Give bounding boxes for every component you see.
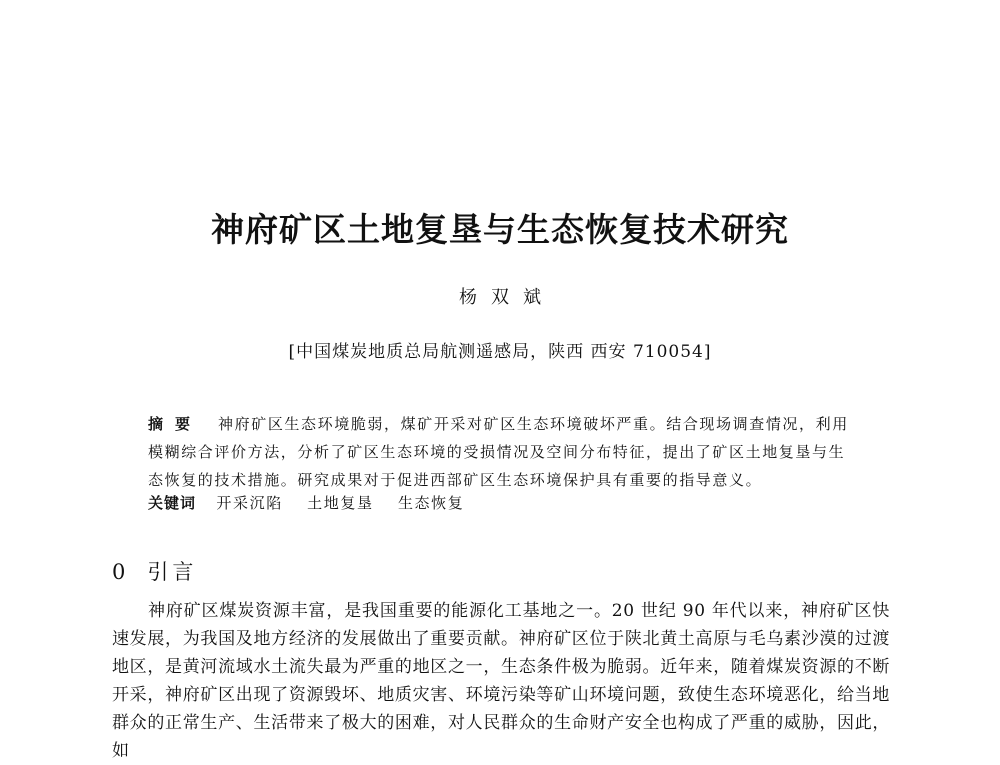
keyword-item: 土地复垦 xyxy=(307,494,374,512)
keywords-label: 关键词 xyxy=(148,494,197,512)
abstract-block xyxy=(148,410,850,494)
author-name: 杨双斌 xyxy=(459,287,555,308)
section-number: 0 xyxy=(112,560,126,584)
keyword-item: 开采沉陷 xyxy=(216,494,283,512)
section-heading xyxy=(112,557,197,587)
intro-paragraph: 神府矿区煤炭资源丰富，是我国重要的能源化工基地之一。20 世纪 90 年代以来，神府矿区快速发展，为我国及地方经济的发展做出了重要贡献。神府矿区位于陕北黄土高原与毛乌素沙漠的过渡地区，是黄河流域水土流失最为严重的地区之一，生态条件极为脆弱。近年来，随着煤炭资源的不断开采，神府矿区出现了资源毁坏、地质灾害、环境污染等矿山环境问题，致使生态环境恶化，给当地群众的正常生产、生活带来了极大的困难，对人民群众的生命财产安全也构成了严重的威胁，因此，如 xyxy=(112,601,890,761)
section-title: 引言 xyxy=(147,560,198,584)
paper-title: 神府矿区土地复垦与生态恢复技术研究 xyxy=(211,210,789,249)
author-affiliation: [中国煤炭地质总局航测遥感局，陕西 西安 710054] xyxy=(288,342,712,362)
abstract-label: 摘要 xyxy=(148,415,203,433)
keyword-item: 生态恢复 xyxy=(397,494,465,512)
keywords-block xyxy=(148,489,850,517)
abstract-text: 神府矿区生态环境脆弱，煤矿开采对矿区生态环境破坏严重。结合现场调查情况，利用模糊综合评价方法，分析了矿区生态环境的受损情况及空间分布特征，提出了矿区土地复垦与生态恢复的技术措施。研究成果对于促进西部矿区生态环境保护具有重要的指导意义。 xyxy=(148,415,849,489)
